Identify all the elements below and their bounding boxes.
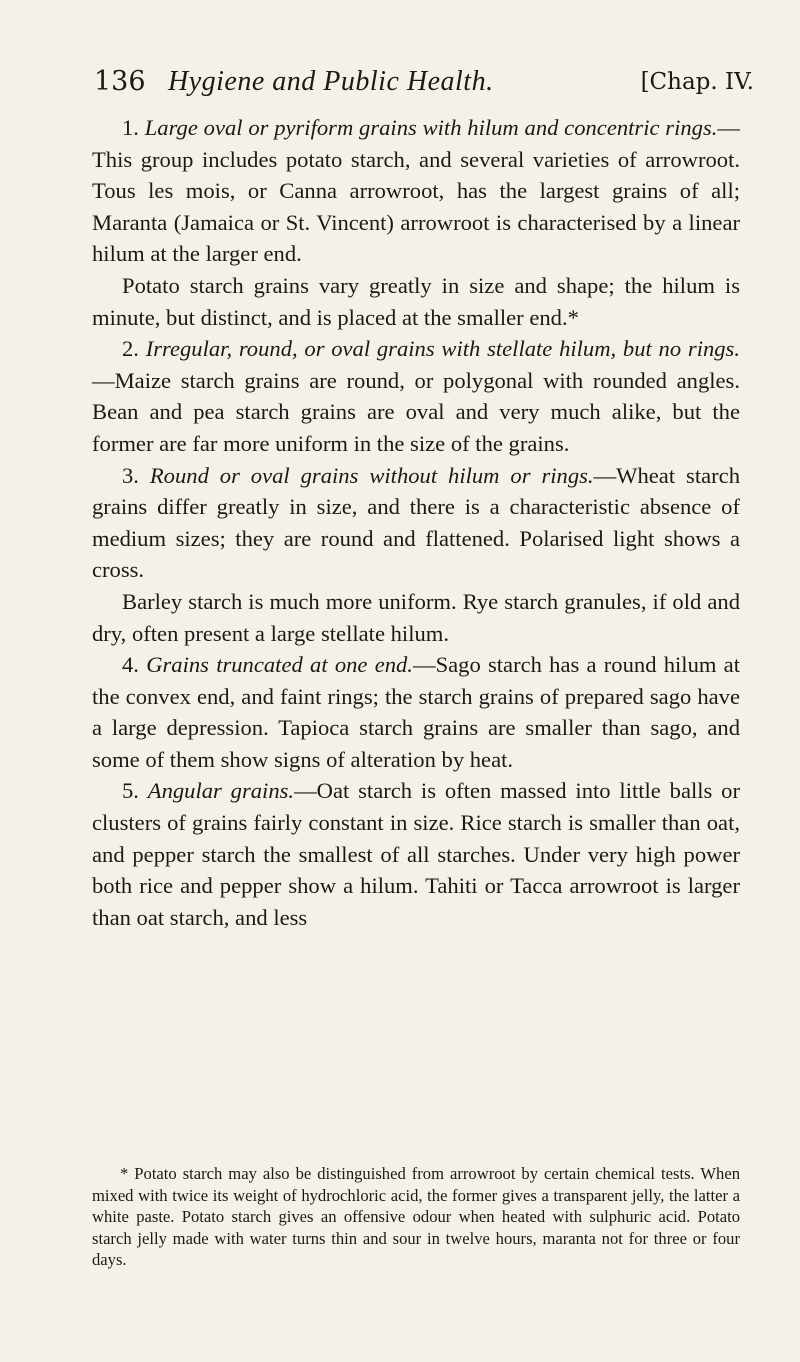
- paragraph: 1. Large oval or pyriform grains with hilum and concentric rings.—This group includes potato starch, and several varieties of arrowroot. Tous les mois, or Canna arrowroot, has the largest grains of all; Maranta (Jamaica or St. Vincent) arrowroot is characterised by a linear hilum at the larger end.: [92, 115, 741, 267]
- paragraph-heading: Grains truncated at one end.: [146, 652, 413, 678]
- main-text: [92, 112, 740, 933]
- running-title: Hygiene and Public Health.: [168, 66, 494, 97]
- running-header: [94, 58, 754, 106]
- paragraph-heading: Round or oval grains without hilum or rings.: [149, 462, 594, 488]
- page-number: 136: [94, 66, 146, 97]
- paragraph-heading: Angular grains.: [147, 778, 295, 804]
- footnote: [92, 1163, 740, 1271]
- paragraph: 4. Grains truncated at one end.—Sago starch has a round hilum at the convex end, and faint rings; the starch grains of prepared sago have a large depression. Tapioca starch grains are smaller than sago, and some of them show signs of alteration by heat.: [92, 652, 740, 772]
- paragraph: Barley starch is much more uniform. Rye starch granules, if old and dry, often present a large stellate hilum.: [92, 588, 740, 646]
- paragraph: 3. Round or oval grains without hilum or rings.—Wheat starch grains differ greatly in size, and there is a characteristic absence of medium sizes; they are round and flattened. Polarised light shows a cross.: [92, 462, 740, 583]
- paragraph: 2. Irregular, round, or oval grains with stellate hilum, but no rings.—Maize starch grains are round, or polygonal with rounded angles. Bean and pea starch grains are oval and very much alike, but the former are far more uniform in the size of the grains.: [92, 336, 741, 456]
- paragraph-heading: Large oval or pyriform grains with hilum and concentric rings.: [144, 115, 718, 140]
- paragraph: Potato starch grains vary greatly in size and shape; the hilum is minute, but distinct, and is placed at the smaller end.*: [92, 272, 740, 330]
- chapter-label: [Chap. IV.: [640, 69, 754, 95]
- paragraph: 5. Angular grains.—Oat starch is often massed into little balls or clusters of grains fairly constant in size. Rice starch is smaller than oat, and pepper starch the smallest of all starches. Under very high power both rice and pepper show a hilum. Tahiti or Tacca arrowroot is larger than oat starch, and less: [92, 778, 740, 930]
- footnote-text: * Potato starch may also be distinguished from arrowroot by certain chemical tests. When mixed with twice its weight of hydrochloric acid, the former gives a transparent jelly, the latter a white paste. Potato starch gives an offensive odour when heated with sulphuric acid. Potato starch jelly made with water turns thin and sour in twelve hours, maranta not for three or four days.: [92, 1164, 740, 1270]
- paragraph-heading: Irregular, round, or oval grains with stellate hilum, but no rings.: [145, 336, 741, 362]
